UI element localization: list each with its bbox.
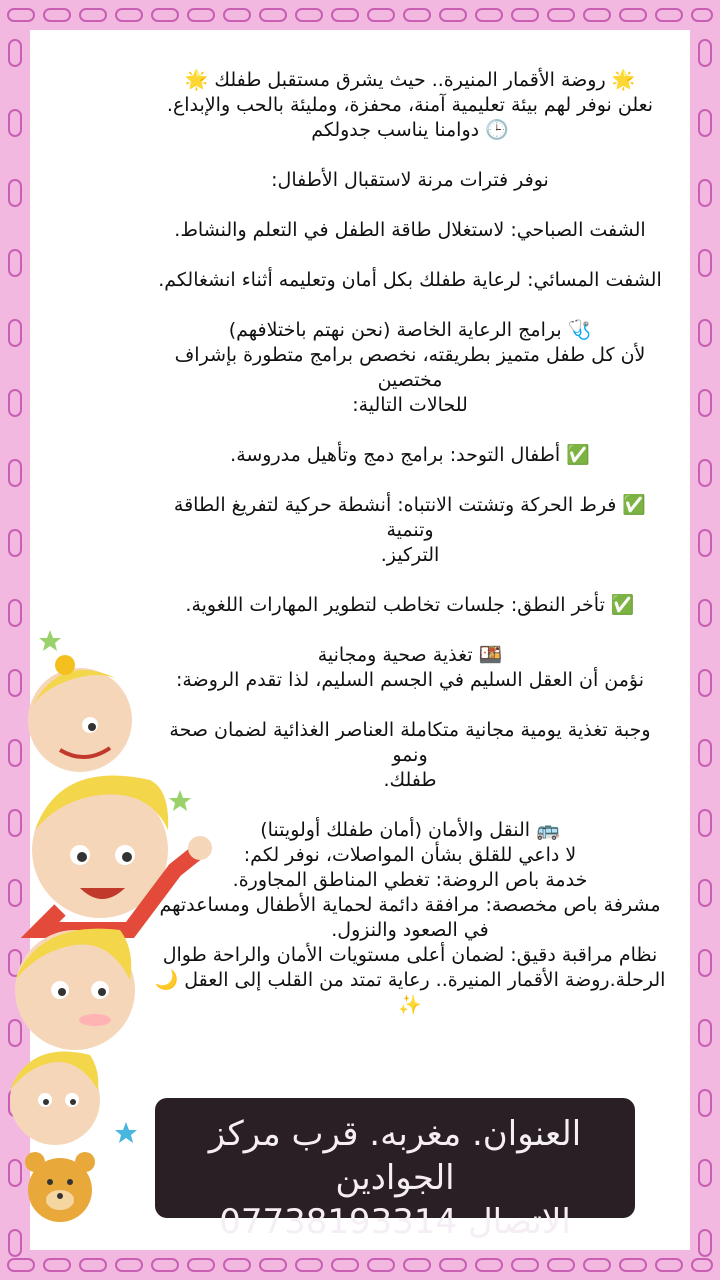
text-line: نعلن نوفر لهم بيئة تعليمية آمنة، محفزة، ومليئة بالحب والإبداع. — [166, 94, 654, 116]
text-line: الشفت المسائي: لرعاية طفلك بكل أمان وتعليمه أثناء انشغالكم. — [158, 269, 662, 291]
announcement-text — [150, 68, 670, 1018]
text-line: لأن كل طفل متميز بطريقته، نخصص برامج متطورة بإشراف مختصين — [174, 344, 646, 391]
text-line: 🚌 النقل والأمان (أمان طفلك أولويتنا) — [260, 819, 560, 841]
star-decoration-blue — [115, 1122, 137, 1143]
chain-border-top — [0, 6, 720, 24]
text-line: الرحلة.روضة الأقمار المنيرة.. رعاية تمتد من القلب إلى العقل 🌙 — [154, 969, 666, 991]
text-line: 🕒 دوامنا يناسب جدولكم — [311, 119, 509, 141]
kid-face-3 — [15, 929, 135, 1050]
line-spacer — [150, 618, 670, 643]
text-line: مشرفة باص مخصصة: مرافقة دائمة لحماية الأطفال ومساعدتهم — [159, 894, 661, 916]
teddy-bear — [25, 1152, 95, 1222]
address-line: العنوان. مغربه. قرب مركز الجوادين — [208, 1114, 582, 1198]
line-spacer — [150, 793, 670, 818]
line-spacer — [150, 468, 670, 493]
line-spacer — [150, 693, 670, 718]
text-line: ✅ تأخر النطق: جلسات تخاطب لتطوير المهارات اللغوية. — [185, 594, 635, 616]
chain-border-right — [696, 0, 714, 1280]
text-line: التركيز. — [380, 544, 440, 566]
text-line: 🍱 تغذية صحية ومجانية — [317, 644, 503, 666]
line-spacer — [150, 293, 670, 318]
line-spacer — [150, 568, 670, 593]
text-line: 🌟 روضة الأقمار المنيرة.. حيث يشرق مستقبل طفلك 🌟 — [184, 69, 636, 91]
text-line: نؤمن أن العقل السليم في الجسم السليم، لذا تقدم الروضة: — [175, 669, 645, 691]
text-line: 🩺 برامج الرعاية الخاصة (نحن نهتم باختلافهم) — [228, 319, 592, 341]
text-line: لا داعي للقلق بشأن المواصلات، نوفر لكم: — [243, 844, 577, 866]
text-line: للحالات التالية: — [352, 394, 468, 416]
chain-border-bottom — [0, 1256, 720, 1274]
line-spacer — [150, 243, 670, 268]
text-line: طفلك. — [383, 769, 437, 791]
text-line: نظام مراقبة دقيق: لضمان أعلى مستويات الأمان والراحة طوال — [162, 944, 658, 966]
text-line: نوفر فترات مرنة لاستقبال الأطفال: — [271, 169, 549, 191]
text-line: الشفت الصباحي: لاستغلال طاقة الطفل في التعلم والنشاط. — [174, 219, 646, 241]
line-spacer — [150, 418, 670, 443]
text-line: وجبة تغذية يومية مجانية متكاملة العناصر الغذائية لضمان صحة ونمو — [169, 719, 651, 766]
text-line: ✨ — [398, 994, 422, 1016]
kid-face-4 — [10, 1052, 100, 1145]
text-line: ✅ أطفال التوحد: برامج دمج وتأهيل مدروسة. — [230, 444, 590, 466]
text-line: في الصعود والنزول. — [331, 919, 489, 941]
kid-face-1 — [28, 655, 132, 772]
phone-line: الاتصال 07738193314 — [219, 1202, 571, 1242]
text-line: خدمة باص الروضة: تغطي المناطق المجاورة. — [232, 869, 588, 891]
contact-box — [155, 1098, 635, 1242]
line-spacer — [150, 143, 670, 168]
line-spacer — [150, 193, 670, 218]
text-line: ✅ فرط الحركة وتشتت الانتباه: أنشطة حركية لتفريغ الطاقة وتنمية — [173, 494, 647, 541]
